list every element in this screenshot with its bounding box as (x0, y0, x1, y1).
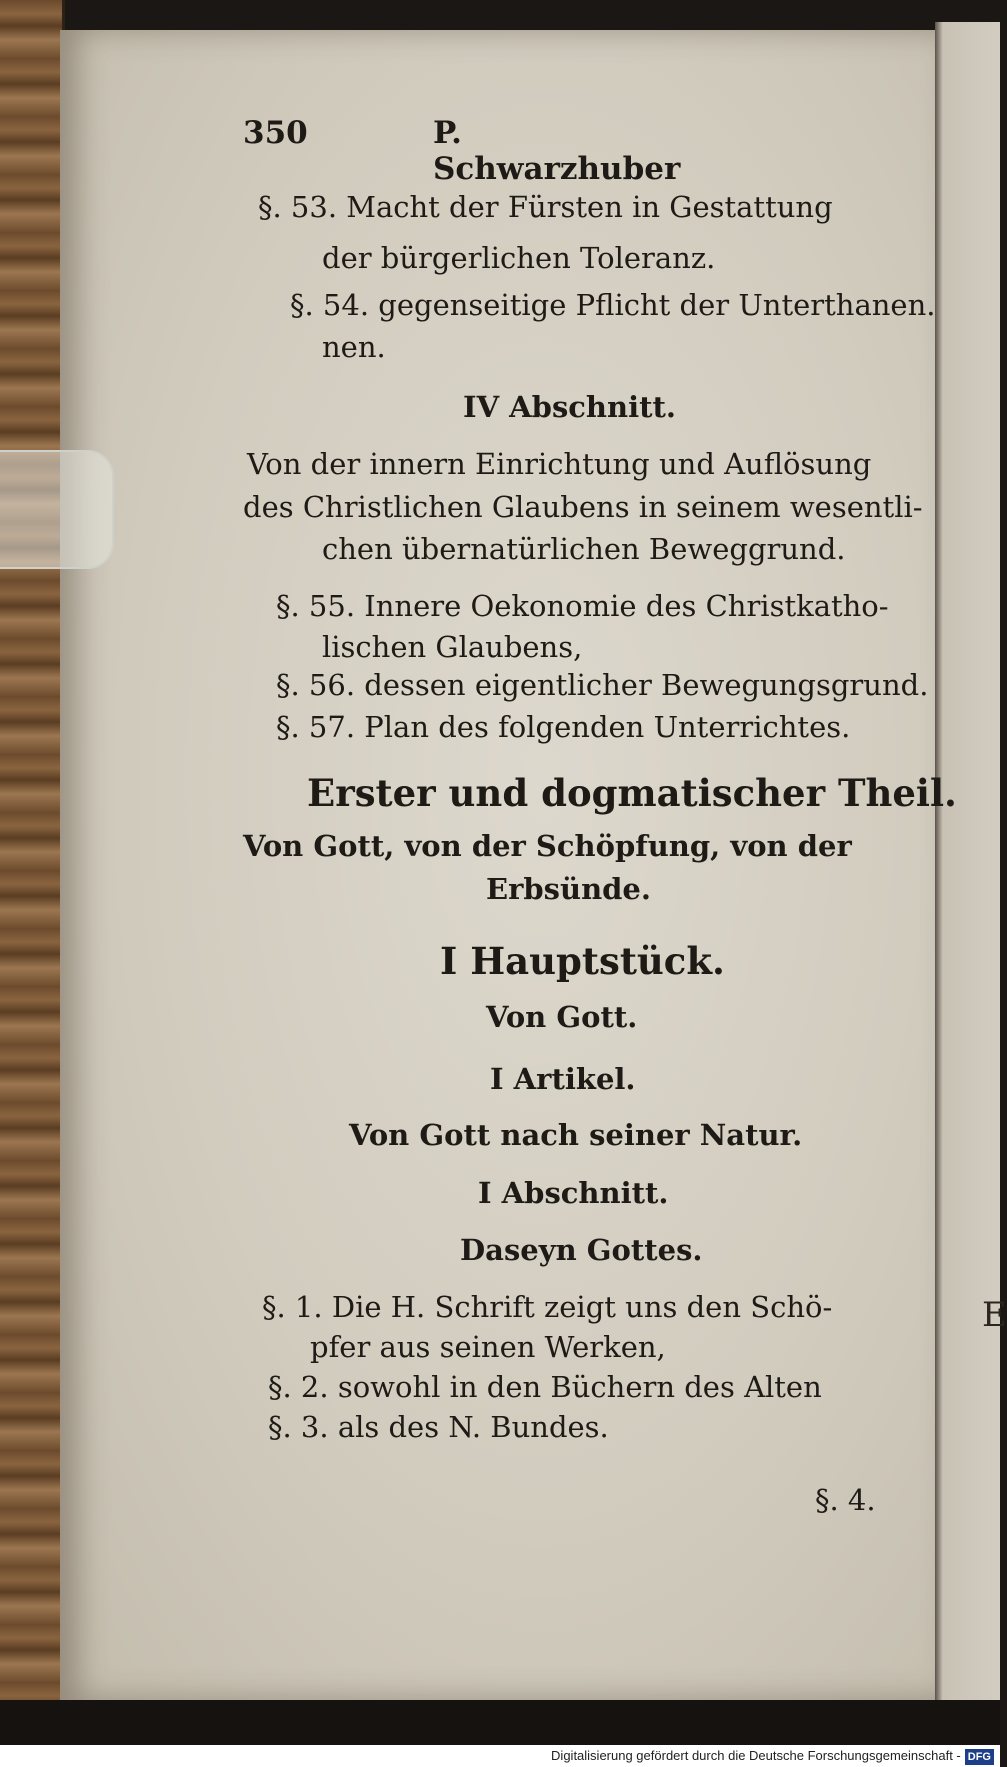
toc-line: §. 57. Plan des folgenden Unterrichtes. (276, 710, 851, 744)
section-heading: IV Abschnitt. (463, 390, 676, 424)
dfg-logo: DFG (965, 1749, 994, 1765)
toc-line: §. 55. Innere Oekonomie des Christkatho- (276, 589, 889, 623)
page-number: 350 (243, 115, 308, 151)
part-subtitle: Erbsünde. (486, 872, 651, 906)
scan-border (0, 1700, 1000, 1745)
toc-line: pfer aus seinen Werken, (310, 1330, 666, 1364)
digitization-footer (0, 1745, 1000, 1767)
bookmark-clip (0, 450, 114, 569)
footer-text: Digitalisierung gefördert durch die Deutsche Forschungsgemeinschaft - (551, 1748, 961, 1763)
running-head: P. Schwarzhuber (433, 115, 681, 187)
toc-line: nen. (322, 330, 386, 364)
toc-line: lischen Glaubens, (322, 630, 583, 664)
toc-line: §. 56. dessen eigentlicher Bewegungsgrund. (276, 668, 929, 702)
toc-line: der bürgerlichen Toleranz. (322, 241, 716, 275)
toc-line: §. 1. Die H. Schrift zeigt uns den Schö- (262, 1290, 833, 1324)
chapter-heading: I Hauptstück. (440, 939, 725, 983)
facing-page-glyph: E (982, 1295, 1007, 1335)
book-page (60, 30, 935, 1700)
section-heading: I Abschnitt. (478, 1176, 669, 1210)
part-heading: Erster und dogmatischer Theil. (307, 771, 957, 815)
toc-line: Von der innern Einrichtung und Auflösung (247, 447, 872, 481)
toc-line: §. 53. Macht der Fürsten in Gestattung (258, 190, 833, 224)
section-subtitle: Daseyn Gottes. (460, 1233, 703, 1267)
toc-line: chen übernatürlichen Beweggrund. (322, 532, 846, 566)
article-heading: I Artikel. (490, 1062, 636, 1096)
toc-line: des Christlichen Glaubens in seinem wesentli- (243, 490, 923, 524)
article-subtitle: Von Gott nach seiner Natur. (349, 1118, 803, 1152)
part-subtitle: Von Gott, von der Schöpfung, von der (243, 829, 852, 863)
chapter-subtitle: Von Gott. (486, 1000, 638, 1034)
toc-line: §. 54. gegenseitige Pflicht der Unterthanen. (290, 288, 936, 322)
catchword: §. 4. (815, 1483, 876, 1517)
book-spine (0, 0, 65, 1700)
toc-line: §. 2. sowohl in den Büchern des Alten (268, 1370, 822, 1404)
facing-page-edge (935, 22, 1000, 1702)
toc-line: §. 3. als des N. Bundes. (268, 1410, 609, 1444)
page-header (243, 115, 713, 187)
